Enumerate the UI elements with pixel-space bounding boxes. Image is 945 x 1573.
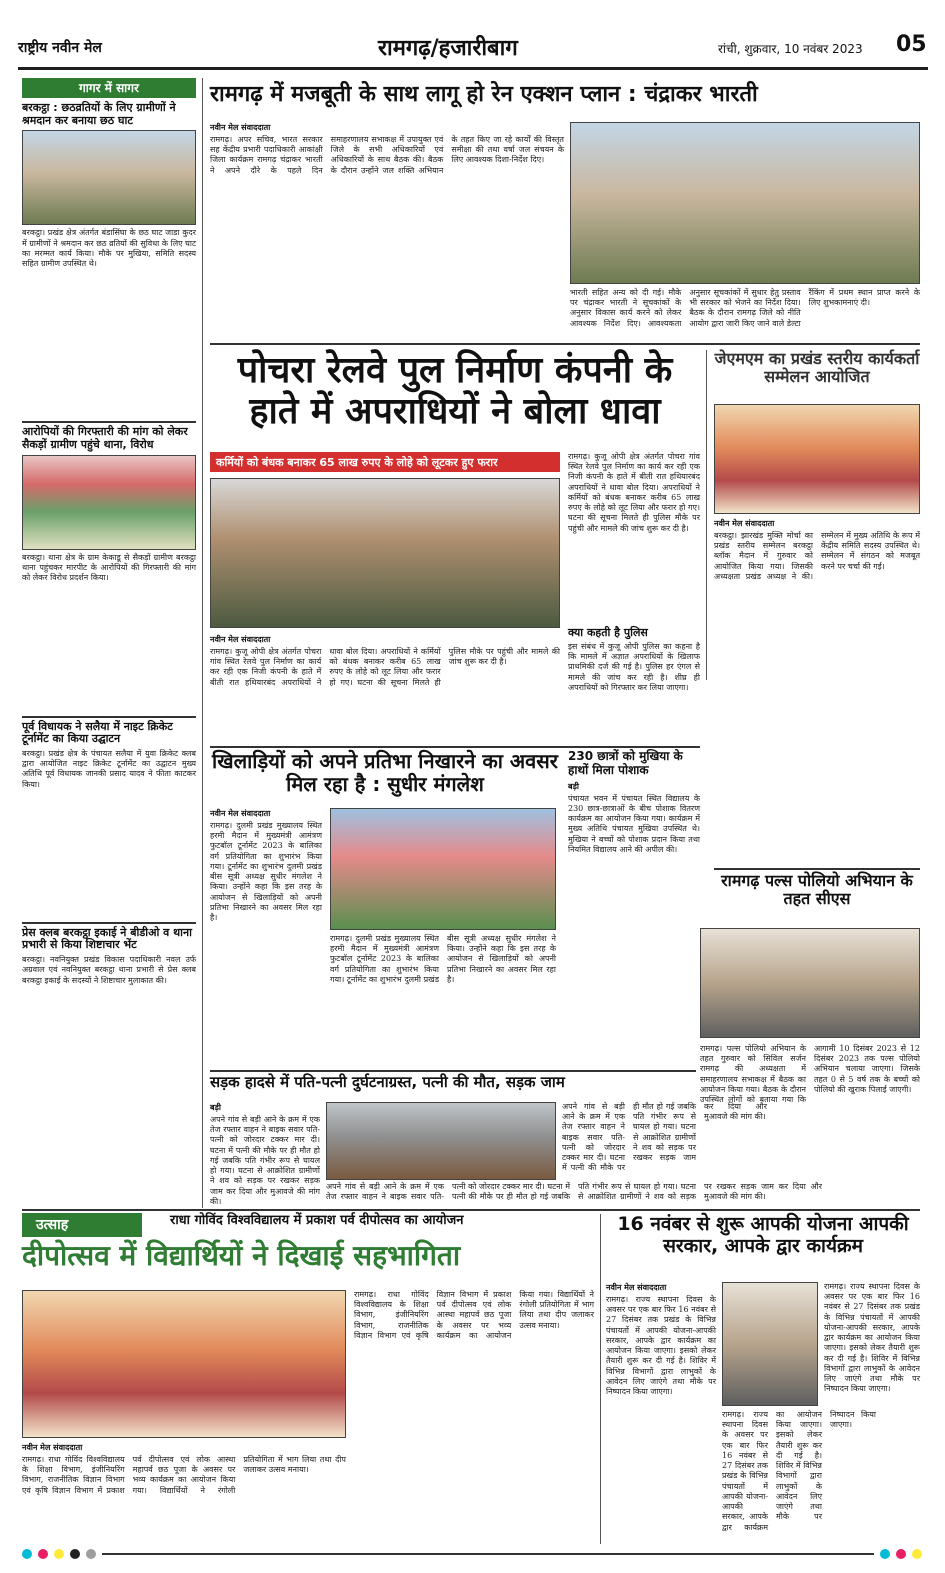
jmm-byline: नवीन मेल संवाददाता [714, 519, 775, 528]
left-story-3-headline: पूर्व विधायक ने सलैया में नाइट क्रिकेट टूर्नामेंट का किया उद्घाटन [22, 719, 173, 746]
railway-body-left [210, 634, 560, 742]
players-body-left [210, 808, 322, 1066]
accident-text-continued: अपने गांव से बड़ी आने के क्रम में एक तेज रफ्तार वाहन ने बाइक सवार पति-पत्नी को जोरदार टक्कर मार दी। घटना में पत्नी की मौके पर ही मौत हो गई जबकि पति गंभीर रूप से घायल हो गया। घटना से आक्रोशित ग्रामीणों ने शव को सड़क पर रखकर सड़क जाम कर दिया और मुआवजे की मांग की। [326, 1182, 822, 1202]
divider [210, 746, 700, 748]
railway-subtext: इस संबंध में कुजू ओपी पुलिस का कहना है कि मामले में अज्ञात अपराधियों के खिलाफ प्राथमिकी दर्ज की गई है। पुलिस हर एंगल से मामले की जांच कर रही है। शीघ्र ही अपराधियों को गिरफ्तार कर लिया जाएगा। [568, 642, 700, 692]
divider [22, 1209, 920, 1211]
lead-headline: रामगढ़ में मजबूती के साथ लागू हो रेन एक्शन प्लान : चंद्राकर भारती [210, 82, 758, 107]
column-rule [600, 1214, 601, 1544]
divider [22, 716, 196, 718]
railway-text-continued: रामगढ़। कुजू ओपी क्षेत्र अंतर्गत पोचरा गांव स्थित रेलवे पुल निर्माण का कार्य कर रही एक निजी कंपनी के हाते में बीती रात हथियारबंद अपराधियों ने धावा बोल दिया। अपराधियों ने कर्मियों को बंधक बनाकर करीब 65 लाख रुपए के लोहे को लूट लिया और फरार हो गए। घटना की सूचना मिलते ही पुलिस मौके पर पहुंची और मामले की जांच शुरू कर दी है। [568, 452, 700, 533]
railway-banner: कर्मियों को बंधक बनाकर 65 लाख रुपए के लोहे को लूटकर हुए फरार [210, 452, 560, 472]
divider [714, 868, 920, 870]
column-rule [202, 78, 203, 1208]
accident-body-left [210, 1102, 320, 1206]
utsav-kicker: राधा गोविंद विश्वविद्यालय में प्रकाश पर्व दीपोत्सव का आयोजन [170, 1213, 464, 1228]
players-photo [330, 808, 556, 930]
accident-headline: सड़क हादसे में पति-पत्नी दुर्घटनाग्रस्त, पत्नी की मौत, सड़क जाम [210, 1073, 565, 1091]
railway-text: रामगढ़। कुजू ओपी क्षेत्र अंतर्गत पोचरा गांव स्थित रेलवे पुल निर्माण का कार्य कर रही एक निजी कंपनी के हाते में बीती रात हथियारबंद अपराधियों ने धावा बोल दिया। अपराधियों ने कर्मियों को बंधक बनाकर करीब 65 लाख रुपए के लोहे को लूट लिया और फरार हो गए। घटना की सूचना मिलते ही पुलिस मौके पर पहुंची और मामले की जांच शुरू कर दी है। [210, 647, 560, 687]
color-swatch [22, 1549, 32, 1559]
section-title: रामगढ़/हजारीबाग [378, 35, 518, 61]
players-text-continued: रामगढ़। दुलमी प्रखंड मुख्यालय स्थित हरमी मैदान में मुख्यमंत्री आमंत्रण फुटबॉल टूर्नामेंट 2023 के बालिका वर्ग प्रतियोगिता का शुभारंभ किया गया। टूर्नामेंट का शुभारंभ दुलमी प्रखंड बीस सूत्री अध्यक्ष सुधीर मंगलेश ने किया। उन्होंने कहा कि इस तरह के आयोजन से खिलाड़ियों को अपनी प्रतिभा निखारने का अवसर मिल रहा है। [330, 934, 556, 984]
students-story [568, 750, 700, 1066]
accident-photo [326, 1102, 556, 1180]
jmm-body [714, 518, 920, 866]
color-swatch [38, 1549, 48, 1559]
scheme-text-right: रामगढ़। राज्य स्थापना दिवस के अवसर पर एक बार फिर 16 नवंबर से 27 दिसंबर तक प्रखंड के विभिन्न पंचायतों में आपकी योजना-आपकी सरकार, आपके द्वार कार्यक्रम का आयोजन किया जाएगा। इसको लेकर तैयारी शुरू कर दी गई है। शिविर में विभिन्न विभागों द्वारा लाभुकों के आवेदन लिए जाएंगे तथा मौके पर निष्पादन किया जाएगा। [824, 1282, 920, 1394]
railway-body-right [568, 452, 700, 742]
registration-color-bar [22, 1548, 922, 1560]
divider [22, 922, 196, 924]
polio-photo [700, 928, 920, 1038]
lead-byline: नवीन मेल संवाददाता [210, 123, 271, 132]
utsav-text-right: रामगढ़। राधा गोविंद विश्वविद्यालय के शिक्षा विभाग, इंजीनियरिंग विभाग, राजनीतिक विज्ञान विभाग एवं कृषि विज्ञान विभाग में प्रकाश पर्व दीपोत्सव एवं लोक आस्था महापर्व छठ पूजा के अवसर पर भव्य कार्यक्रम का आयोजन किया गया। विद्यार्थियों ने रंगोली प्रतियोगिता में भाग लिया तथा दीप जलाकर उत्सव मनाया। [354, 1290, 594, 1340]
divider [210, 1070, 696, 1072]
newspaper-logo: राष्ट्रीय नवीन मेल [18, 40, 102, 56]
utsav-body-bottom [22, 1442, 346, 1542]
accident-text-right: अपने गांव से बड़ी आने के क्रम में एक तेज रफ्तार वाहन ने बाइक सवार पति-पत्नी को जोरदार टक्कर मार दी। घटना में पत्नी की मौके पर ही मौत हो गई जबकि पति गंभीर रूप से घायल हो गया। घटना से आक्रोशित ग्रामीणों ने शव को सड़क पर रखकर सड़क जाम कर दिया और मुआवजे की मांग की। [562, 1102, 767, 1173]
scheme-photo [722, 1282, 818, 1406]
utsav-photo [22, 1290, 346, 1438]
footer-rule [102, 1553, 874, 1555]
left-story-2-photo [22, 455, 196, 550]
page-number: 05 [896, 32, 927, 57]
utsav-headline: दीपोत्सव में विद्यार्थियों ने दिखाई सहभागिता [22, 1239, 461, 1272]
railway-byline: नवीन मेल संवाददाता [210, 635, 271, 644]
left-column [22, 102, 196, 1202]
jmm-text: बरकट्ठा। झारखंड मुक्ति मोर्चा का प्रखंड स्तरीय सम्मेलन बरकट्ठा ब्लॉक मैदान में गुरुवार को आयोजित किया गया। जिसकी अध्यक्षता प्रखंड अध्यक्ष ने की। सम्मेलन में मुख्य अतिथि के रूप में केंद्रीय समिति सदस्य उपस्थित थे। सम्मेलन में संगठन को मजबूत करने पर चर्चा की गई। [714, 531, 920, 581]
scheme-text-bottom: रामगढ़। राज्य स्थापना दिवस के अवसर पर एक बार फिर 16 नवंबर से 27 दिसंबर तक प्रखंड के विभिन्न पंचायतों में आपकी योजना-आपकी सरकार, आपके द्वार कार्यक्रम का आयोजन किया जाएगा। इसको लेकर तैयारी शुरू कर दी गई है। शिविर में विभिन्न विभागों द्वारा लाभुकों के आवेदन लिए जाएंगे तथा मौके पर निष्पादन किया जाएगा। [722, 1410, 876, 1532]
left-story-2-headline: आरोपियों की गिरफ्तारी की मांग को लेकर सैकड़ों ग्रामीण पहुंचे थाना, विरोध [22, 425, 188, 451]
color-swatch [896, 1549, 906, 1559]
divider [22, 421, 196, 423]
lead-text: रामगढ़। अपर सचिव, भारत सरकार सह केंद्रीय प्रभारी पदाधिकारी आकांक्षी जिला कार्यक्रम रामगढ़ चंद्राकर भारती ने अपने दौरे के पहले दिन समाहरणालय सभाकक्ष में उपायुक्त एवं जिले के सभी अधिकारियों एवं अधिकारियों के साथ बैठक की। बैठक के दौरान उन्होंने जल शक्ति अभियान के तहत किए जा रहे कार्यों की विस्तृत समीक्षा की तथा वर्षा जल संचयन के लिए आवश्यक दिशा-निर्देश दिए। [210, 135, 564, 175]
color-swatch [54, 1549, 64, 1559]
students-byline: बड़ी [568, 781, 579, 791]
utsav-tag: उत्साह [22, 1213, 142, 1237]
left-story-2-body: बरकट्ठा। थाना क्षेत्र के ग्राम केकाडू से सैकड़ों ग्रामीण बरकट्ठा थाना पहुंचकर मारपीट के आरोपियों की गिरफ्तारी की मांग को लेकर विरोध प्रदर्शन किया। [22, 552, 196, 583]
jmm-headline: जेएमएम का प्रखंड स्तरीय कार्यकर्ता सम्मेलन आयोजित [714, 349, 920, 387]
left-story-1-body: बरकट्ठा। प्रखंड क्षेत्र अंतर्गत बंडासिंघा के छठ घाट जाडा कुदर में ग्रामीणों ने श्रमदान कर छठ व्रतियों की सुविधा के लिए घाट का मरम्मत कार्य किया। मौके पर मुखिया, समिति सदस्य सहित ग्रामीण उपस्थित थे। [22, 228, 196, 268]
polio-text: रामगढ़। पल्स पोलियो अभियान के तहत गुरुवार को सिविल सर्जन रामगढ़ की अध्यक्षता में समाहरणालय सभाकक्ष में बैठक का आयोजन किया गया। बैठक के दौरान उपस्थित लोगों को बताया गया कि आगामी 10 दिसंबर 2023 से 12 दिसंबर 2023 तक पल्स पोलियो अभियान चलाया जाएगा। जिसके तहत 0 से 5 वर्ष तक के बच्चों को पोलियो की खुराक पिलाई जाएगी। [700, 1044, 920, 1105]
accident-byline: बड़ी [210, 1103, 221, 1112]
accident-text: अपने गांव से बड़ी आने के क्रम में एक तेज रफ्तार वाहन ने बाइक सवार पति-पत्नी को जोरदार टक्कर मार दी। घटना में पत्नी की मौके पर ही मौत हो गई जबकि पति गंभीर रूप से घायल हो गया। घटना से आक्रोशित ग्रामीणों ने शव को सड़क पर रखकर सड़क जाम कर दिया और मुआवजे की मांग की। [210, 1115, 320, 1206]
lead-story-body [210, 122, 564, 340]
scheme-headline: 16 नवंबर से शुरू आपकी योजना आपकी सरकार, आपके द्वार कार्यक्रम [617, 1213, 909, 1257]
utsav-byline: नवीन मेल संवाददाता [22, 1443, 83, 1452]
scheme-byline: नवीन मेल संवाददाता [606, 1283, 667, 1292]
date-line: रांची, शुक्रवार, 10 नवंबर 2023 [718, 42, 863, 56]
divider [210, 343, 920, 345]
lead-photo [570, 122, 920, 284]
students-text: पंचायत भवन में पंचायत स्थित विद्यालय के 230 छात्र-छात्राओं के बीच पोशाक वितरण कार्यक्रम का आयोजन किया गया। कार्यक्रम में मुख्य अतिथि पंचायत मुखिया उपस्थित थे। मुखिया ने बच्चों को पोशाक प्रदान किया तथा नियमित विद्यालय आने की अपील की। [568, 793, 700, 854]
color-swatch [86, 1549, 96, 1559]
jmm-photo [714, 404, 920, 514]
left-story-4-headline: प्रेस क्लब बरकट्ठा इकाई ने बीडीओ व थाना प्रभारी से किया शिष्टाचार भेंट [22, 925, 192, 952]
column-rule [706, 350, 707, 680]
color-swatch [880, 1549, 890, 1559]
players-byline: नवीन मेल संवाददाता [210, 809, 271, 818]
students-headline: 230 छात्रों को मुखिया के हाथों मिला पोशाक [568, 749, 683, 777]
masthead [18, 30, 928, 70]
railway-subhead: क्या कहती है पुलिस [568, 626, 648, 639]
players-headline: खिलाड़ियों को अपने प्रतिभा निखारने का अवसर मिल रहा है : सुधीर मंगलेश [212, 749, 558, 796]
left-story-1-headline: बरकट्ठा : छठव्रतियों के लिए ग्रामीणों ने श्रमदान कर बनाया छठ घाट [22, 101, 176, 127]
scheme-text: रामगढ़। राज्य स्थापना दिवस के अवसर पर एक बार फिर 16 नवंबर से 27 दिसंबर तक प्रखंड के विभिन्न पंचायतों में आपकी योजना-आपकी सरकार, आपके द्वार कार्यक्रम का आयोजन किया जाएगा। इसको लेकर तैयारी शुरू कर दी गई है। शिविर में विभिन्न विभागों द्वारा लाभुकों के आवेदन लिए जाएंगे तथा मौके पर निष्पादन किया जाएगा। [606, 1295, 716, 1397]
players-text: रामगढ़। दुलमी प्रखंड मुख्यालय स्थित हरमी मैदान में मुख्यमंत्री आमंत्रण फुटबॉल टूर्नामेंट 2023 के बालिका वर्ग प्रतियोगिता का शुभारंभ किया गया। टूर्नामेंट का शुभारंभ दुलमी प्रखंड बीस सूत्री अध्यक्ष सुधीर मंगलेश ने किया। उन्होंने कहा कि इस तरह के आयोजन से खिलाड़ियों को अपनी प्रतिभा निखारने का अवसर मिल रहा है। [210, 821, 322, 923]
left-story-4-body: बरकट्ठा। नवनियुक्त प्रखंड विकास पदाधिकारी नवल उर्फ अग्रवाल एवं नवनियुक्त बरकट्ठा थाना प्रभारी से प्रेस क्लब बरकट्ठा इकाई के सदस्यों ने शिष्टाचार मुलाकात की। [22, 955, 196, 985]
left-story-3-body: बरकट्ठा। प्रखंड क्षेत्र के पंचायत सलैया में युवा क्रिकेट क्लब द्वारा आयोजित नाइट क्रिकेट टूर्नामेंट का उद्घाटन मुख्य अतिथि पूर्व विधायक जानकी प्रसाद यादव ने फीता काटकर किया। [22, 748, 196, 789]
color-swatch [912, 1549, 922, 1559]
polio-headline: रामगढ़ पल्स पोलियो अभियान के तहत सीएस [721, 871, 913, 909]
column-label: गागर में सागर [22, 78, 196, 98]
railway-headline: पोचरा रेलवे पुल निर्माण कंपनी के हाते में अपराधियों ने बोला धावा [237, 350, 673, 433]
color-swatch [70, 1549, 80, 1559]
railway-photo [210, 478, 560, 628]
utsav-text: रामगढ़। राधा गोविंद विश्वविद्यालय के शिक्षा विभाग, इंजीनियरिंग विभाग, राजनीतिक विज्ञान विभाग एवं कृषि विज्ञान विभाग में प्रकाश पर्व दीपोत्सव एवं लोक आस्था महापर्व छठ पूजा के अवसर पर भव्य कार्यक्रम का आयोजन किया गया। विद्यार्थियों ने रंगोली प्रतियोगिता में भाग लिया तथा दीप जलाकर उत्सव मनाया। [22, 1455, 346, 1495]
lead-text-right: भारती सहित अन्य को दी गई। मौके पर चंद्राकर भारती ने सूचकांकों के अनुसार विकास कार्य करने को लेकर आवश्यक निर्देश दिए। आवश्यकता अनुसार सूचकांकों में सुधार हेतु प्रस्ताव भी सरकार को भेजने का निर्देश दिया। बैठक के दौरान रामगढ़ जिले को नीति आयोग द्वारा जारी किए जाने वाले डेल्टा रैंकिंग में प्रथम स्थान प्राप्त करने के लिए शुभकामनाएं दी। [570, 288, 920, 328]
scheme-body-left [606, 1282, 716, 1542]
left-story-1-photo [22, 130, 196, 225]
